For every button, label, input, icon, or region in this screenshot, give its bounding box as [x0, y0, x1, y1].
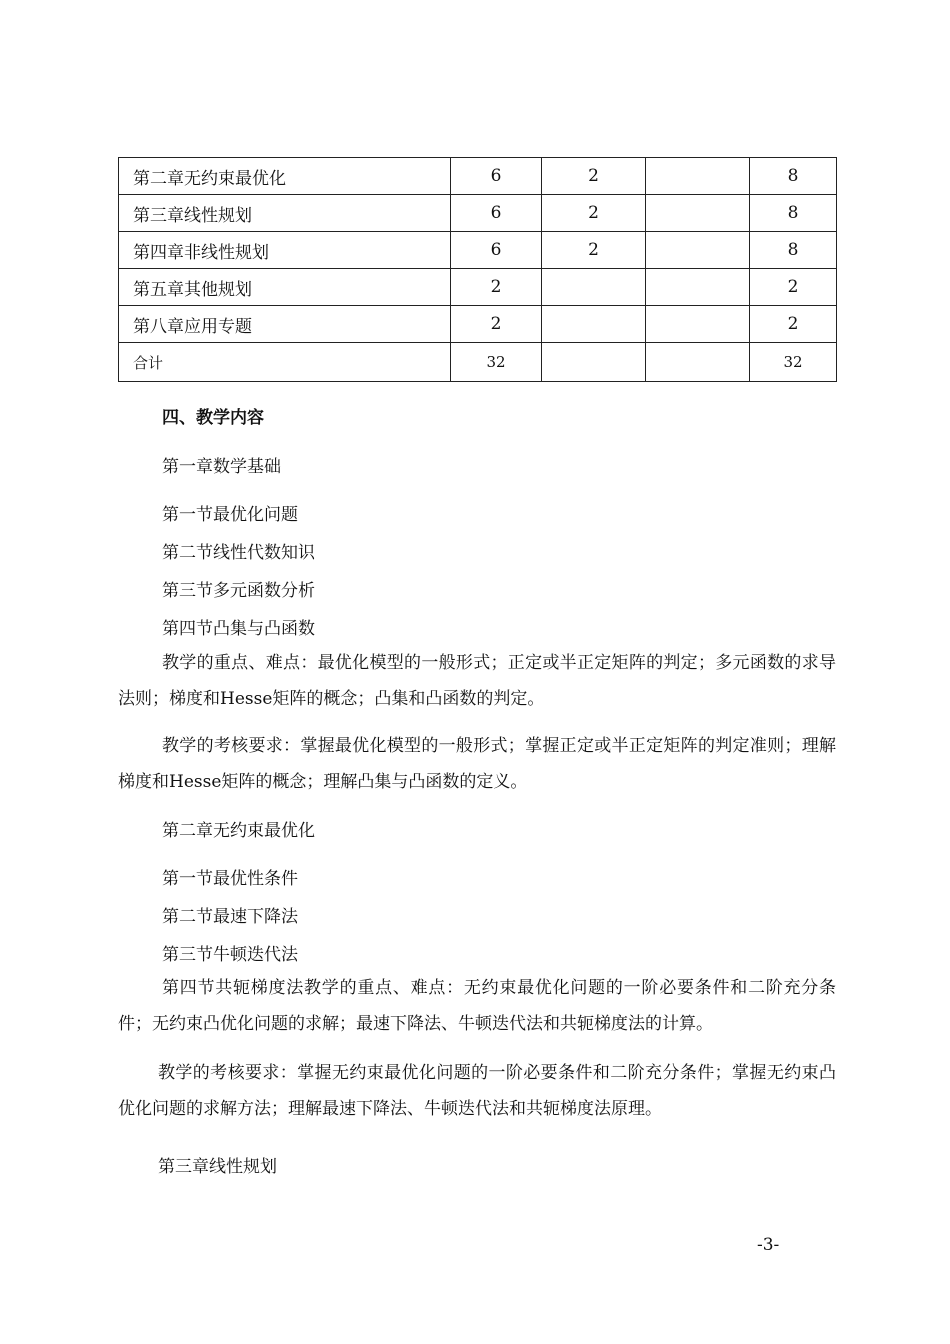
total-cell: 8	[750, 158, 837, 195]
section-item: 第二节线性代数知识	[162, 543, 315, 563]
hours-cell	[646, 232, 750, 269]
requirements-paragraph: 教学的考核要求：掌握无约束最优化问题的一阶必要条件和二阶充分条件；掌握无约束凸优化问题的求解方法；理解最速下降法、牛顿迭代法和共轭梯度法原理。	[118, 1063, 836, 1119]
hours-cell	[542, 306, 646, 343]
hours-cell: 6	[451, 232, 542, 269]
hours-cell	[542, 269, 646, 306]
section-heading: 四、教学内容	[162, 408, 264, 428]
chapter-title: 第一章数学基础	[162, 457, 281, 477]
chapter-cell: 第八章应用专题	[119, 306, 451, 343]
table-row	[119, 158, 837, 195]
section-item: 第一节最优性条件	[162, 869, 298, 889]
hours-cell	[542, 343, 646, 382]
chapter-cell: 合计	[119, 343, 451, 382]
section-item: 第三节牛顿迭代法	[162, 945, 298, 965]
chapter-cell: 第三章线性规划	[119, 195, 451, 232]
requirements-paragraph: 教学的考核要求：掌握最优化模型的一般形式；掌握正定或半正定矩阵的判定准则；理解梯度和Hesse矩阵的概念；理解凸集与凸函数的定义。	[118, 736, 836, 792]
table-row	[119, 306, 837, 343]
chapter-cell: 第二章无约束最优化	[119, 158, 451, 195]
total-cell: 2	[750, 306, 837, 343]
total-cell: 8	[750, 232, 837, 269]
total-cell: 32	[750, 343, 837, 382]
class-hours-table	[118, 157, 837, 382]
section-item: 第三节多元函数分析	[162, 581, 315, 601]
hours-cell	[646, 158, 750, 195]
table-row	[119, 195, 837, 232]
hours-cell: 2	[542, 158, 646, 195]
hours-cell: 2	[451, 306, 542, 343]
chapter-cell: 第四章非线性规划	[119, 232, 451, 269]
hours-cell: 2	[451, 269, 542, 306]
total-cell: 2	[750, 269, 837, 306]
section-item: 第一节最优化问题	[162, 505, 298, 525]
section-item: 第二节最速下降法	[162, 907, 298, 927]
total-cell: 8	[750, 195, 837, 232]
chapter-cell: 第五章其他规划	[119, 269, 451, 306]
key-points-paragraph: 教学的重点、难点：最优化模型的一般形式；正定或半正定矩阵的判定；多元函数的求导法则；梯度和Hesse矩阵的概念；凸集和凸函数的判定。	[118, 653, 836, 709]
hours-cell: 2	[542, 195, 646, 232]
hours-cell: 2	[542, 232, 646, 269]
hours-cell	[646, 306, 750, 343]
table-row	[119, 232, 837, 269]
hours-cell	[646, 195, 750, 232]
page-number: -3-	[757, 1235, 780, 1255]
table-row	[119, 269, 837, 306]
table-total-row	[119, 343, 837, 382]
chapter-title: 第三章线性规划	[158, 1157, 277, 1177]
hours-cell: 32	[451, 343, 542, 382]
chapter-title: 第二章无约束最优化	[162, 821, 315, 841]
key-points-paragraph: 第四节共轭梯度法教学的重点、难点：无约束最优化问题的一阶必要条件和二阶充分条件；无约束凸优化问题的求解；最速下降法、牛顿迭代法和共轭梯度法的计算。	[118, 978, 836, 1034]
hours-cell	[646, 269, 750, 306]
hours-cell	[646, 343, 750, 382]
section-item: 第四节凸集与凸函数	[162, 619, 315, 639]
hours-cell: 6	[451, 195, 542, 232]
hours-cell: 6	[451, 158, 542, 195]
